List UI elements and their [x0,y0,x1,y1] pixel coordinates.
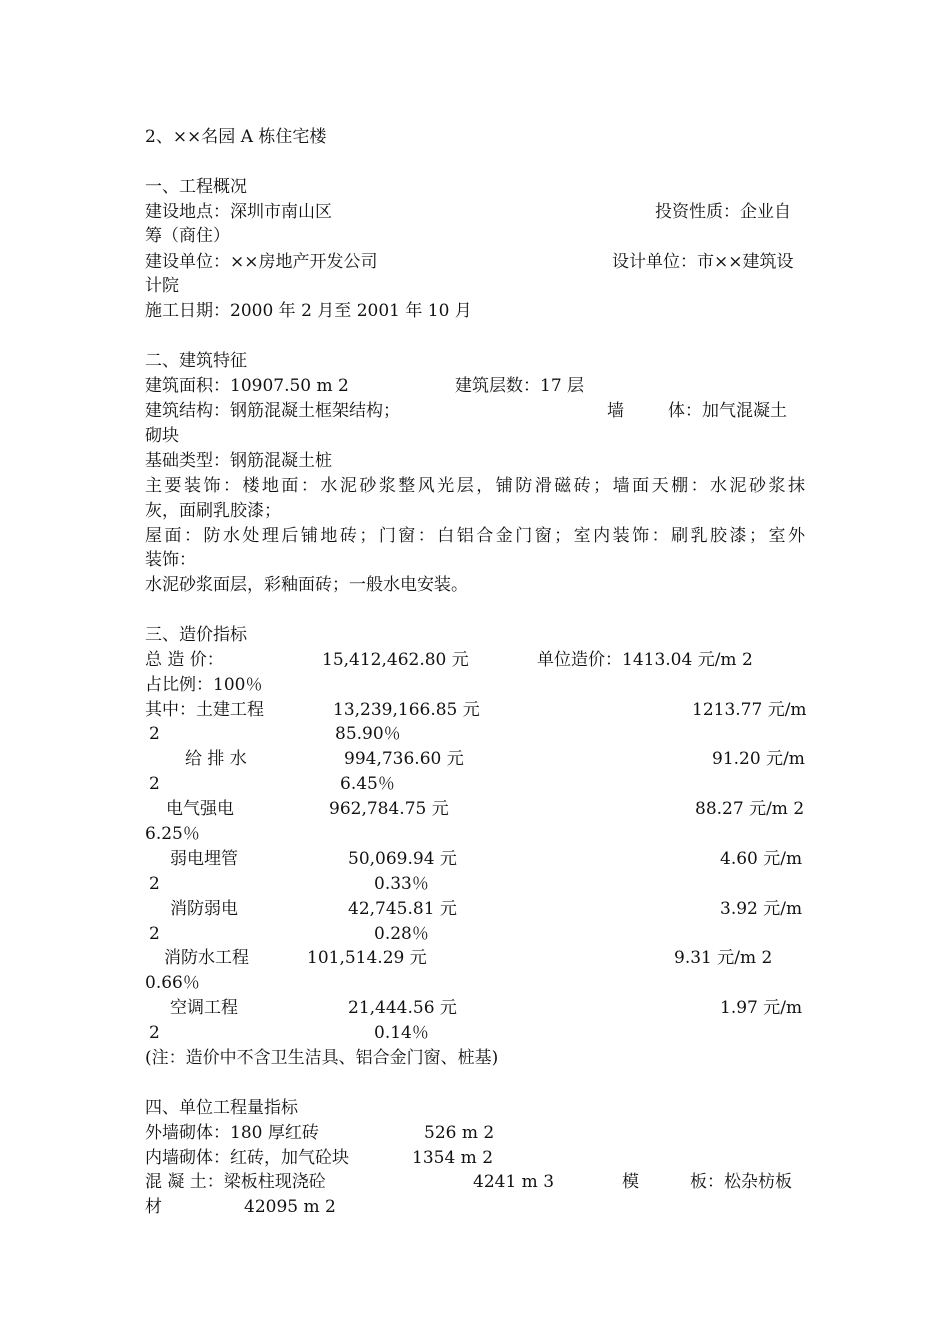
item-cost-fire-weak: 42,745.81 元 [348,899,457,919]
item-cost-water: 994,736.60 元 [344,749,464,769]
wall-material: 体：加气混凝土 [668,401,787,421]
item-unit-fire-weak-sq: 2 [149,924,160,944]
item-cost-weak-current: 50,069.94 元 [348,849,457,869]
building-floors: 建筑层数：17 层 [455,376,585,396]
section-heading-overview: 一、工程概况 [145,177,247,197]
item-pct-electric: 6.25％ [145,824,200,844]
foundation-type: 基础类型：钢筋混凝土桩 [145,451,332,471]
section-heading-quantity: 四、单位工程量指标 [145,1098,298,1118]
formwork-material-cont: 材 [145,1197,162,1217]
item-pct-weak-current: 0.33％ [374,874,429,894]
item-cost-air-conditioning: 21,444.56 元 [348,998,457,1018]
exterior-decoration: 水泥砂浆面层，彩釉面砖；一般水电安装。 [145,575,468,595]
section-heading-cost: 三、造价指标 [145,625,247,645]
item-pct-fire-weak: 0.28％ [374,924,429,944]
design-unit-cont: 计院 [145,276,179,296]
total-cost-value: 15,412,462.80 元 [322,650,469,670]
wall-material-cont: 砌块 [145,426,179,446]
builder-unit: 建设单位：××房地产开发公司 [145,252,378,272]
formwork-value: 42095 m 2 [244,1197,336,1217]
document-title: 2、××名园 A 栋住宅楼 [145,127,327,147]
item-cost-fire-water: 101,514.29 元 [307,948,427,968]
construction-location: 建设地点：深圳市南山区 [145,202,332,222]
item-unit-electric: 88.27 元/m 2 [695,799,805,819]
cost-ratio: 占比例：100％ [145,675,263,695]
formwork-label: 模 [622,1172,639,1192]
unit-cost: 单位造价：1413.04 元/m 2 [537,650,753,670]
main-decoration-cont: 灰，面刷乳胶漆； [145,501,281,521]
item-name-civil: 其中：土建工程 [145,700,264,720]
exterior-wall-value: 526 m 2 [424,1123,495,1143]
interior-wall-value: 1354 m 2 [412,1148,494,1168]
item-unit-air-conditioning-sq: 2 [149,1023,160,1043]
item-unit-water: 91.20 元/m [712,749,805,769]
construction-dates: 施工日期：2000 年 2 月至 2001 年 10 月 [145,301,472,321]
item-name-electric: 电气强电 [166,799,234,819]
item-unit-fire-weak: 3.92 元/m [720,899,803,919]
item-unit-civil: 1213.77 元/m [692,700,807,720]
item-name-fire-weak: 消防弱电 [170,899,238,919]
item-unit-weak-current: 4.60 元/m [720,849,803,869]
investment-type: 投资性质：企业自 [655,202,791,222]
building-structure: 建筑结构：钢筋混凝土框架结构； [145,401,400,421]
investment-type-cont: 筹（商住） [145,226,230,246]
item-pct-fire-water: 0.66％ [145,973,200,993]
roof-decoration: 屋面：防水处理后铺地砖；门窗：白铝合金门窗；室内装饰：刷乳胶漆；室外 [145,526,805,546]
item-pct-air-conditioning: 0.14％ [374,1023,429,1043]
item-cost-electric: 962,784.75 元 [329,799,449,819]
section-heading-features: 二、建筑特征 [145,351,247,371]
roof-decoration-cont: 装饰： [145,550,196,570]
cost-note: (注：造价中不含卫生洁具、铝合金门窗、桩基) [145,1048,499,1068]
building-area: 建筑面积：10907.50 m 2 [145,376,349,396]
item-unit-air-conditioning: 1.97 元/m [720,998,803,1018]
item-pct-civil: 85.90％ [335,724,401,744]
concrete-label: 混 凝 土：梁板柱现浇砼 [145,1172,326,1192]
item-cost-civil: 13,239,166.85 元 [333,700,480,720]
exterior-wall-label: 外墙砌体：180 厚红砖 [145,1123,319,1143]
item-pct-water: 6.45％ [340,774,395,794]
item-unit-civil-sq: 2 [149,724,160,744]
item-name-water: 给 排 水 [185,749,247,769]
item-unit-weak-current-sq: 2 [149,874,160,894]
item-unit-fire-water: 9.31 元/m 2 [674,948,773,968]
concrete-value: 4241 m 3 [473,1172,555,1192]
formwork-material: 板：松杂枋板 [690,1172,792,1192]
main-decoration: 主要装饰：楼地面：水泥砂浆整风光层，铺防滑磁砖；墙面天棚：水泥砂浆抹 [145,476,805,496]
interior-wall-label: 内墙砌体：红砖，加气砼块 [145,1148,349,1168]
design-unit: 设计单位：市××建筑设 [612,252,794,272]
wall-label: 墙 [607,401,624,421]
total-cost-label: 总 造 价： [145,650,224,670]
item-name-air-conditioning: 空调工程 [170,998,238,1018]
item-name-fire-water: 消防水工程 [164,948,249,968]
item-name-weak-current: 弱电埋管 [170,849,238,869]
item-unit-water-sq: 2 [149,774,160,794]
